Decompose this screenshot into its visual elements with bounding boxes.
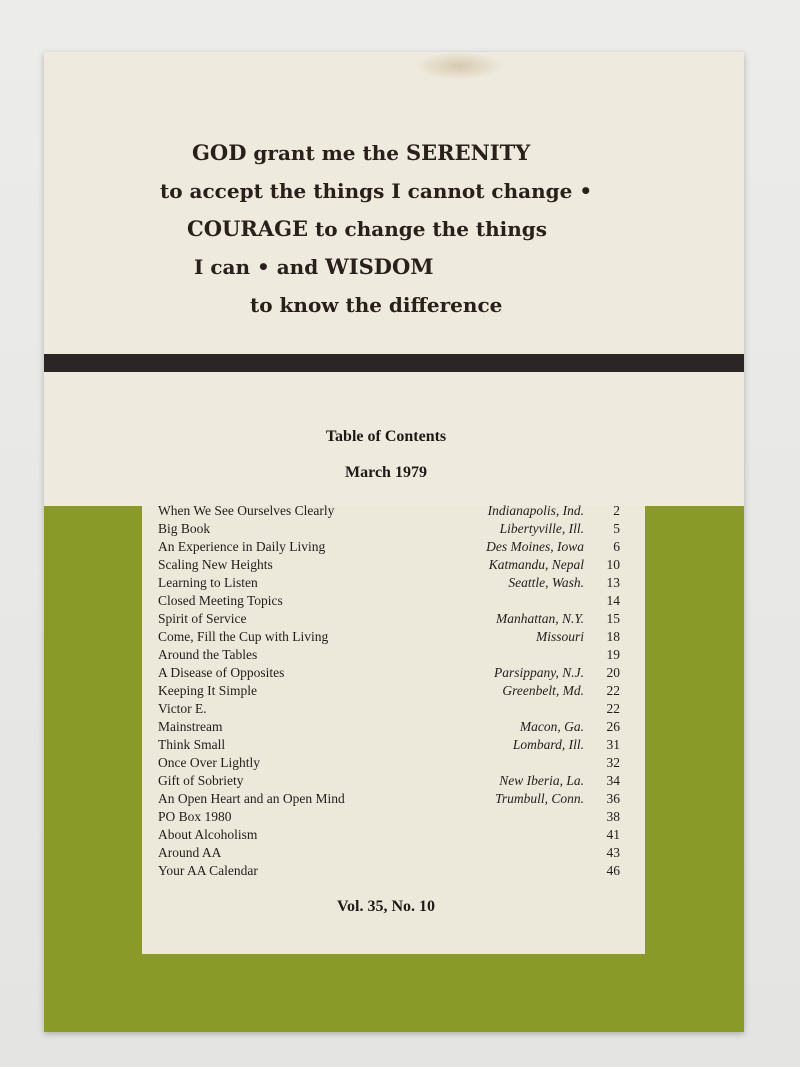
toc-entry-title: Scaling New Heights (158, 557, 273, 572)
toc-entry-location: Greenbelt, Md. (502, 683, 584, 698)
toc-entry-location: Lombard, Ill. (512, 737, 584, 752)
toc-entry-page: 26 (606, 719, 620, 734)
issue-date: March 1979 (345, 464, 427, 481)
toc-entry-page: 10 (606, 557, 620, 572)
toc-entry-location: Parsippany, N.J. (494, 665, 584, 680)
toc-entry-page: 2 (613, 503, 620, 518)
toc-entry-location: Manhattan, N.Y. (495, 611, 584, 626)
toc-entry (158, 629, 620, 647)
prayer-line-5: to know the difference (250, 293, 503, 317)
toc-entry-location: Seattle, Wash. (508, 575, 584, 590)
toc-entry (158, 521, 620, 539)
toc-entry (158, 719, 620, 737)
toc-entry-page: 13 (606, 575, 620, 590)
toc-entry (158, 701, 620, 719)
toc-entry (158, 863, 620, 881)
toc-entry-page: 32 (606, 755, 620, 770)
toc-entry-page: 22 (606, 683, 620, 698)
toc-entry-page: 22 (606, 701, 620, 716)
toc-entry-location: Libertyville, Ill. (499, 521, 584, 536)
toc-entry (158, 773, 620, 791)
toc-entry-title: Once Over Lightly (158, 755, 260, 770)
prayer-line-3: COURAGE to change the things (187, 216, 548, 241)
toc-entry-title: Learning to Listen (158, 575, 258, 590)
toc-entry-title: Your AA Calendar (158, 863, 258, 878)
toc-entry-title: Spirit of Service (158, 611, 247, 626)
toc-entry (158, 827, 620, 845)
toc-entry-page: 19 (606, 647, 620, 662)
toc-entry-page: 41 (606, 827, 620, 842)
toc-entry-title: When We See Ourselves Clearly (158, 503, 335, 518)
toc-list (158, 503, 620, 881)
toc-entry (158, 647, 620, 665)
paper-stain (414, 52, 504, 80)
toc-entry-title: PO Box 1980 (158, 809, 232, 824)
toc-entry-location: Indianapolis, Ind. (487, 503, 584, 518)
toc-entry (158, 737, 620, 755)
prayer-line-2: to accept the things I cannot change • (160, 179, 593, 203)
toc-entry-location: Trumbull, Conn. (495, 791, 584, 806)
toc-entry-title: A Disease of Opposites (158, 665, 285, 680)
toc-entry-title: Gift of Sobriety (158, 773, 244, 788)
toc-entry-page: 14 (606, 593, 620, 608)
toc-entry-location: Missouri (535, 629, 584, 644)
toc-entry (158, 593, 620, 611)
toc-entry-location: Des Moines, Iowa (486, 539, 584, 554)
prayer-line-4: I can • and WISDOM (194, 254, 434, 279)
toc-entry-location: Macon, Ga. (519, 719, 584, 734)
toc-entry-title: Big Book (158, 521, 211, 536)
toc-entry (158, 683, 620, 701)
toc-entry-title: Victor E. (158, 701, 207, 716)
toc-entry (158, 791, 620, 809)
toc-entry-title: Around AA (158, 845, 222, 860)
toc-entry-page: 31 (606, 737, 620, 752)
toc-entry-title: Come, Fill the Cup with Living (158, 629, 329, 644)
toc-entry (158, 503, 620, 521)
toc-entry-title: About Alcoholism (158, 827, 258, 842)
toc-heading: Table of Contents (325, 428, 447, 445)
toc-entry-location: New Iberia, La. (499, 773, 584, 788)
toc-entry-page: 38 (606, 809, 620, 824)
black-divider-bar (44, 354, 744, 372)
toc-entry-page: 6 (613, 539, 620, 554)
toc-entry-location: Katmandu, Nepal (488, 557, 584, 572)
toc-entry-title: An Open Heart and an Open Mind (158, 791, 345, 806)
toc-entry (158, 557, 620, 575)
toc-entry (158, 809, 620, 827)
toc-entry-page: 5 (613, 521, 620, 536)
toc-entry (158, 611, 620, 629)
toc-entry (158, 665, 620, 683)
toc-entry-page: 46 (606, 863, 620, 878)
toc-entry-page: 43 (606, 845, 620, 860)
toc-entry-page: 20 (606, 665, 620, 680)
toc-entry-title: Keeping It Simple (158, 683, 257, 698)
toc-entry-title: An Experience in Daily Living (158, 539, 326, 554)
toc-entry-title: Mainstream (158, 719, 223, 734)
toc-entry (158, 539, 620, 557)
toc-entry-page: 36 (606, 791, 620, 806)
volume-number: Vol. 35, No. 10 (336, 898, 436, 915)
toc-entry-title: Think Small (158, 737, 226, 752)
toc-entry (158, 575, 620, 593)
toc-entry-page: 18 (606, 629, 620, 644)
toc-entry-page: 15 (606, 611, 620, 626)
magazine-back-cover (44, 52, 744, 1032)
toc-entry (158, 845, 620, 863)
toc-entry-page: 34 (606, 773, 620, 788)
toc-entry (158, 755, 620, 773)
toc-entry-title: Closed Meeting Topics (158, 593, 283, 608)
toc-entry-title: Around the Tables (158, 647, 258, 662)
prayer-line-1: GOD grant me the SERENITY (192, 140, 531, 165)
